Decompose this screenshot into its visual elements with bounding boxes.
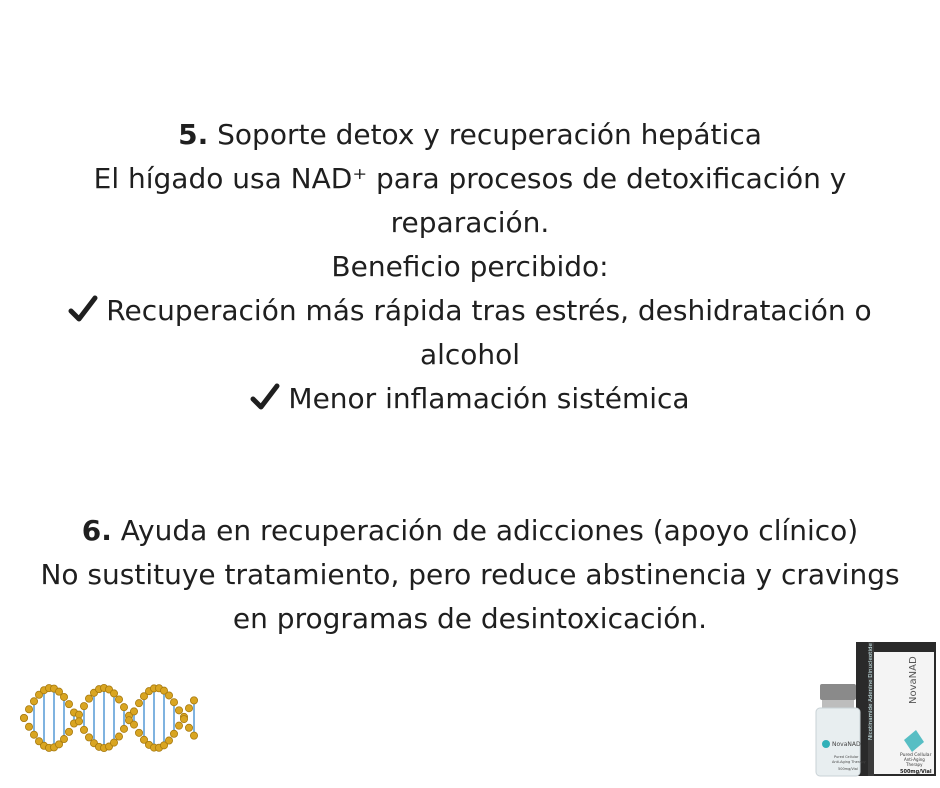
section-6-desc-line2: en programas de desintoxicación. bbox=[232, 602, 708, 635]
section-6-title-line bbox=[0, 509, 940, 553]
dna-helix-image bbox=[18, 676, 200, 760]
benefit-2 bbox=[0, 377, 940, 421]
check-icon bbox=[68, 294, 98, 324]
vial-dose: 500mg/Vial bbox=[838, 767, 858, 771]
section-5-number: 5. bbox=[178, 118, 209, 151]
vial-brand: NovaNAD bbox=[832, 741, 861, 748]
benefit-1-line1 bbox=[0, 289, 940, 333]
section-5 bbox=[0, 113, 940, 421]
vial-line1: Pured Cellular bbox=[834, 755, 859, 759]
vial-cap bbox=[820, 684, 856, 700]
box-dose: 500mg/Vial bbox=[900, 769, 932, 775]
box-side-text: Nicotinamide Adenine Dinucleotide bbox=[868, 643, 874, 740]
check-icon bbox=[250, 382, 280, 412]
box-line1: Pured Cellular bbox=[900, 753, 932, 758]
box-brand: NovaNAD bbox=[908, 656, 919, 704]
section-5-title-line bbox=[0, 113, 940, 157]
benefit-1-line2: alcohol bbox=[419, 338, 521, 371]
section-5-title: Soporte detox y recuperación hepática bbox=[217, 118, 762, 151]
section-5-desc-line2: reparación. bbox=[390, 206, 550, 239]
product-image bbox=[812, 640, 938, 780]
benefit-2-text: Menor inflamación sistémica bbox=[288, 382, 690, 415]
vial-line2: Anti-Aging Therapy bbox=[832, 760, 866, 764]
benefit-heading: Beneficio percibido: bbox=[331, 250, 609, 283]
section-5-desc-line1: El hígado usa NAD⁺ para procesos de detoxificación y bbox=[93, 162, 847, 195]
box-line3: Therapy bbox=[906, 762, 923, 767]
section-6 bbox=[0, 509, 940, 641]
section-6-desc-line1: No sustituye tratamiento, pero reduce abstinencia y cravings bbox=[40, 558, 900, 591]
section-6-title: Ayuda en recuperación de adicciones (apoyo clínico) bbox=[120, 514, 859, 547]
box-line2: Anti-Aging bbox=[904, 757, 925, 762]
benefit-1-text: Recuperación más rápida tras estrés, deshidratación o bbox=[106, 294, 872, 327]
section-6-number: 6. bbox=[81, 514, 112, 547]
